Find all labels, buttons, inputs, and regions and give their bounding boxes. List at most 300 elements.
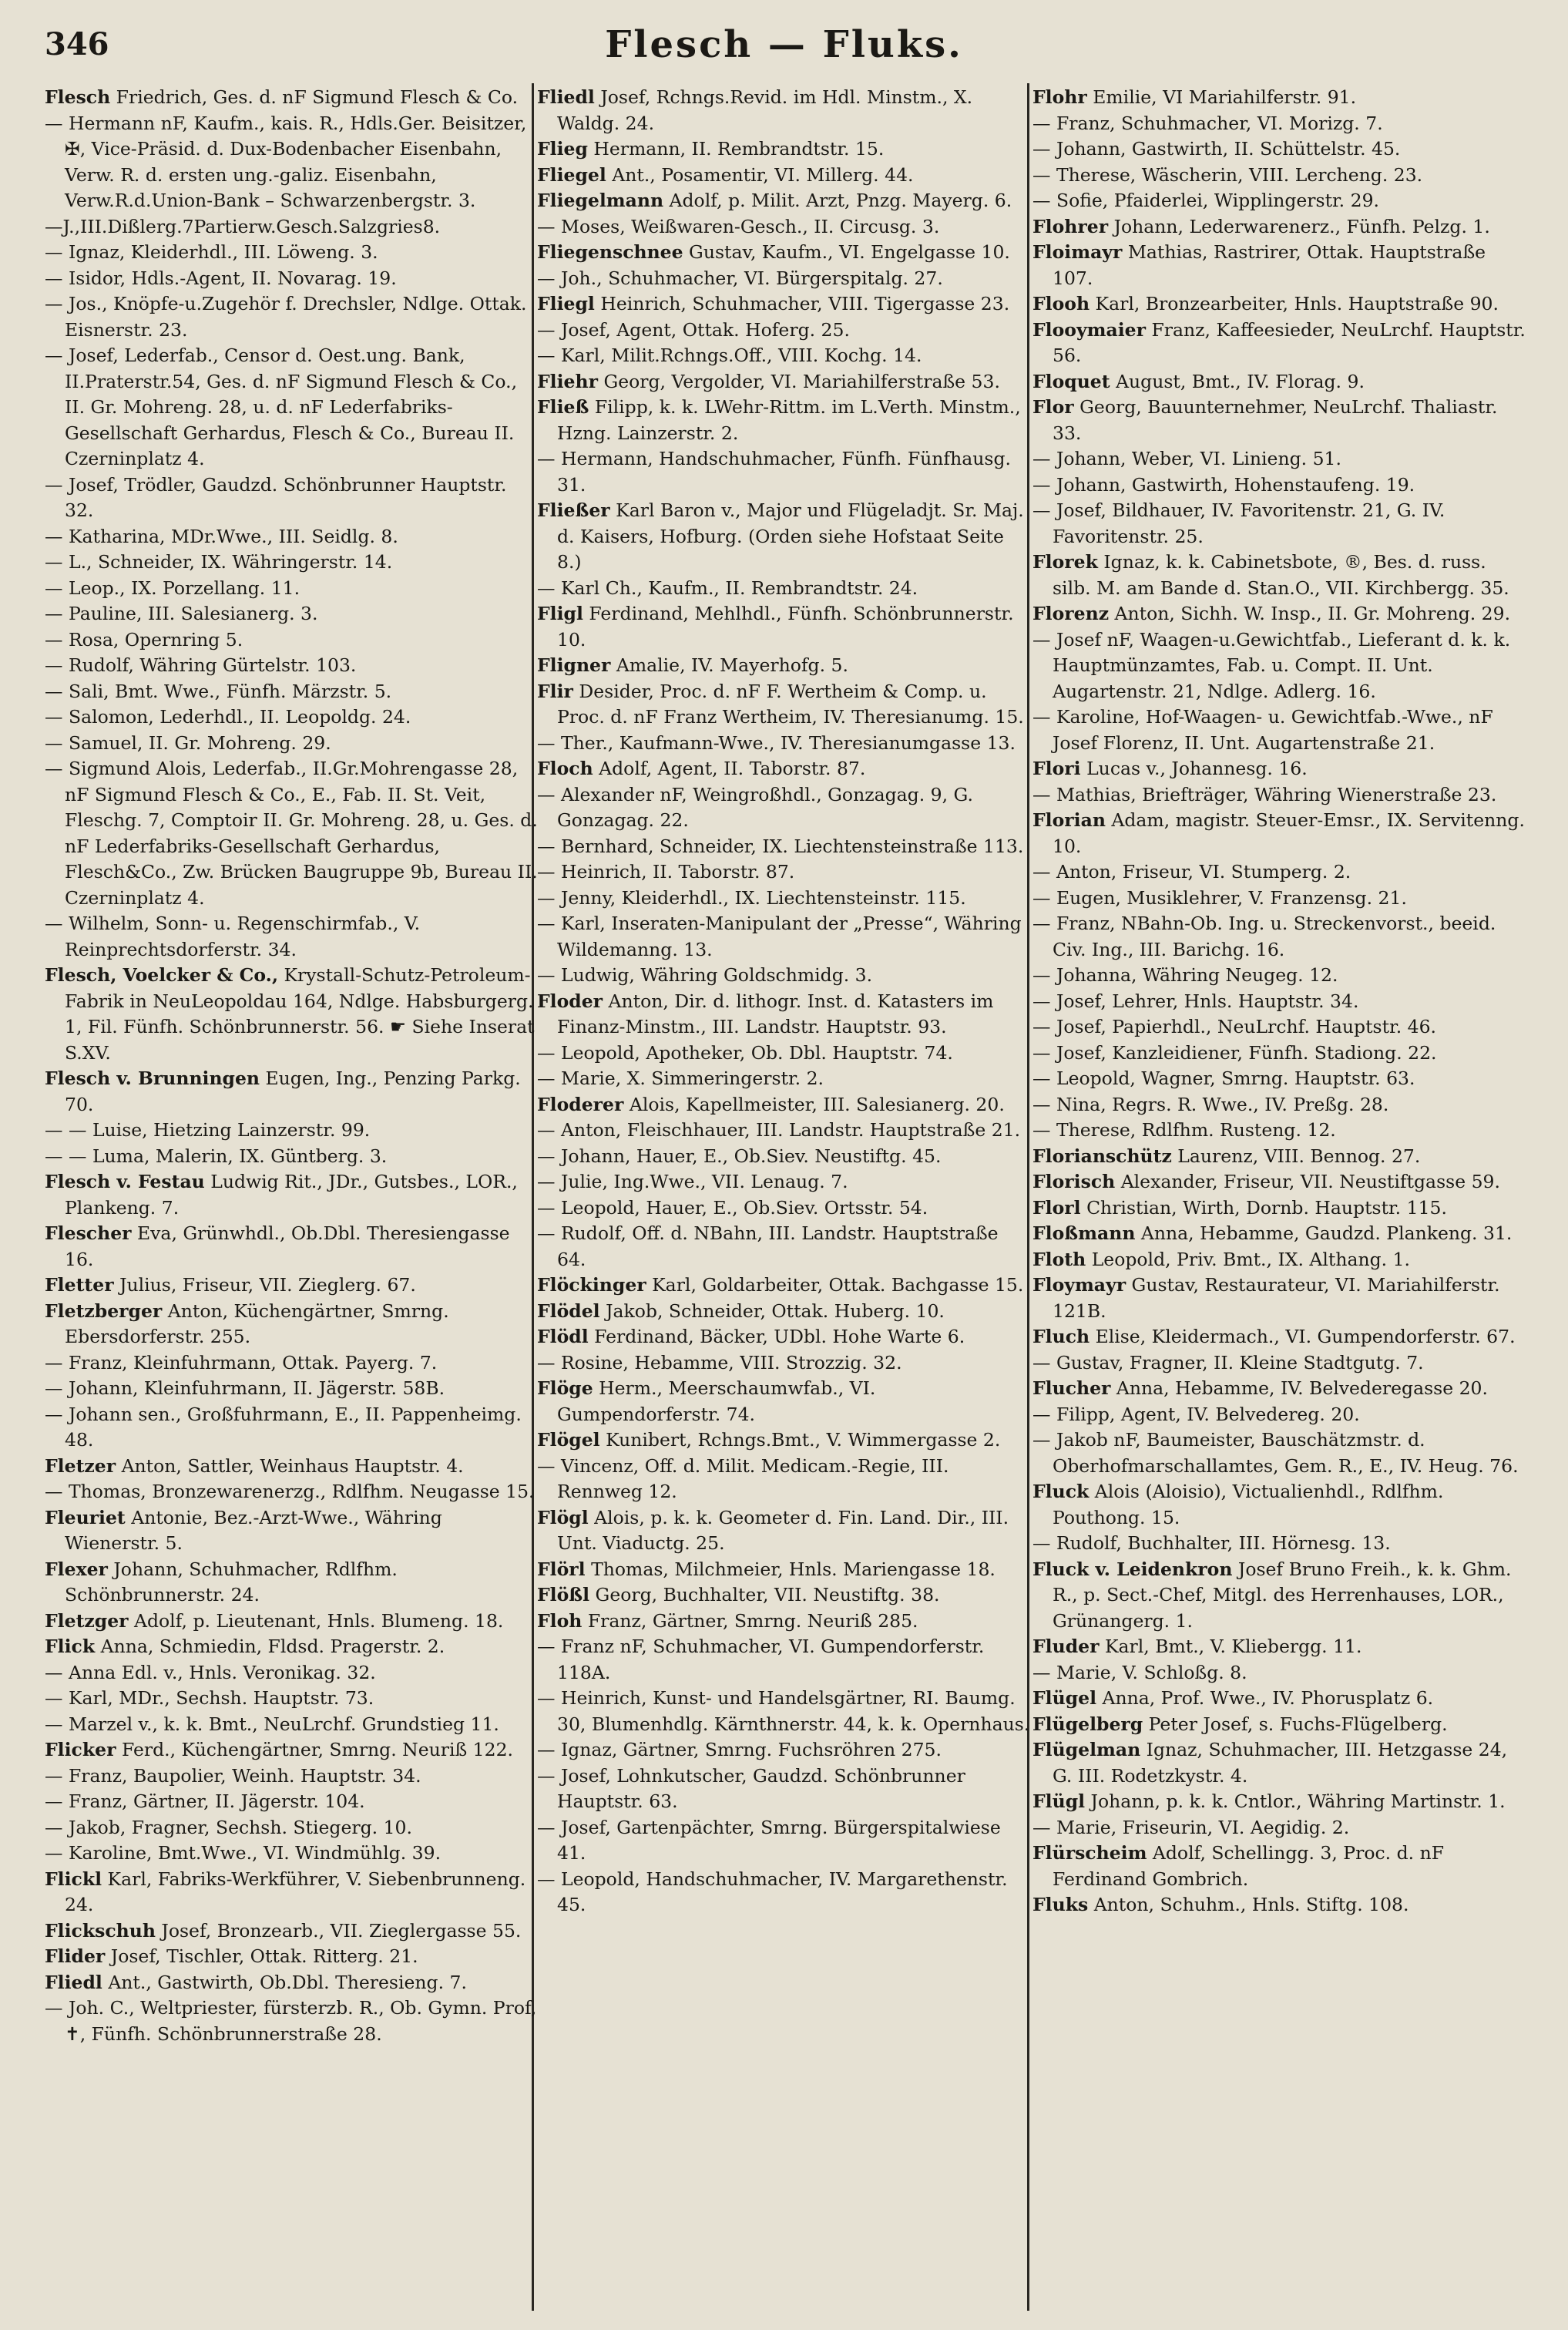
directory-entry bbox=[537, 859, 1030, 886]
entry-text: — Franz, Gärtner, II. Jägerstr. 104. bbox=[45, 1790, 365, 1812]
directory-entry bbox=[537, 1092, 1030, 1118]
directory-entry bbox=[45, 1402, 538, 1454]
directory-entry bbox=[1032, 911, 1526, 963]
entry-headword: Florisch bbox=[1032, 1171, 1116, 1192]
entry-headword: Fliehr bbox=[537, 370, 598, 392]
entry-headword: Fließ bbox=[537, 396, 589, 418]
entry-headword: Flickschuh bbox=[45, 1919, 156, 1942]
directory-entry bbox=[537, 163, 1030, 189]
entry-text: Jakob, Schneider, Ottak. Huberg. 10. bbox=[599, 1299, 945, 1322]
directory-entry bbox=[537, 188, 1030, 214]
entry-headword: Flögl bbox=[537, 1506, 589, 1528]
directory-entry bbox=[1032, 601, 1526, 627]
entry-headword: Florianschütz bbox=[1032, 1145, 1172, 1167]
entry-headword: Flöge bbox=[537, 1377, 593, 1399]
entry-text: — Karl Ch., Kaufm., II. Rembrandtstr. 24. bbox=[537, 577, 918, 599]
entry-text: — — Luise, Hietzing Lainzerstr. 99. bbox=[45, 1119, 371, 1141]
entry-text: — Therese, Rdlfhm. Rusteng. 12. bbox=[1032, 1119, 1336, 1141]
directory-entry bbox=[1032, 1144, 1526, 1170]
directory-entry bbox=[537, 1427, 1030, 1454]
directory-entry bbox=[537, 989, 1030, 1041]
directory-entry bbox=[45, 240, 538, 266]
entry-headword: Flexer bbox=[45, 1558, 108, 1580]
entry-text: — Marzel v., k. k. Bmt., NeuLrchf. Grundstieg 11. bbox=[45, 1713, 499, 1735]
entry-text: — Eugen, Musiklehrer, V. Franzensg. 21. bbox=[1032, 886, 1407, 909]
entry-text: Franz, Gärtner, Smrng. Neuriß 285. bbox=[582, 1609, 918, 1632]
directory-entry bbox=[537, 834, 1030, 860]
directory-entry bbox=[45, 85, 538, 111]
directory-entry bbox=[1032, 1427, 1526, 1479]
directory-entry bbox=[537, 1169, 1030, 1195]
directory-entry bbox=[537, 1350, 1030, 1377]
entry-text: Antonie, Bez.-Arzt-Wwe., Währing Wienerstr. 5. bbox=[65, 1506, 442, 1554]
directory-entry bbox=[537, 1066, 1030, 1092]
entry-text: Karl Baron v., Major und Flügeladjt. Sr. Maj. d. Kaisers, Hofburg. (Orden siehe Hofstaat Seite 8.) bbox=[557, 499, 1024, 573]
entry-text: — Josef, Trödler, Gaudzd. Schönbrunner Hauptstr. 32. bbox=[45, 473, 507, 521]
directory-entry bbox=[45, 1867, 538, 1918]
entry-text: Friedrich, Ges. d. nF Sigmund Flesch & Co. bbox=[110, 86, 519, 108]
entry-text: Ferd., Küchengärtner, Smrng. Neuriß 122. bbox=[116, 1739, 514, 1760]
directory-entry bbox=[1032, 1195, 1526, 1222]
entry-text: Alois (Aloisio), Victualienhdl., Rdlfhm. Pouthong. 15. bbox=[1053, 1481, 1444, 1528]
entry-headword: Flügel bbox=[1032, 1687, 1097, 1709]
entry-headword: Florl bbox=[1032, 1196, 1081, 1219]
directory-entry bbox=[45, 1995, 538, 2047]
directory-entry bbox=[1032, 1376, 1526, 1402]
directory-entry bbox=[45, 679, 538, 705]
entry-text: — Karl, Inseraten-Manipulant der „Presse“, Währing Wildemanng. 13. bbox=[537, 913, 1022, 960]
entry-text: Karl, Bmt., V. Kliebergg. 11. bbox=[1099, 1636, 1362, 1657]
entry-headword: Flößl bbox=[537, 1584, 590, 1605]
directory-entry bbox=[45, 601, 538, 627]
column-3 bbox=[1032, 85, 1526, 1918]
directory-entry bbox=[45, 1454, 538, 1480]
directory-entry bbox=[1032, 1660, 1526, 1686]
entry-text: Karl, Bronzearbeiter, Hnls. Hauptstraße 90. bbox=[1090, 293, 1499, 314]
entry-text: — Jenny, Kleiderhdl., IX. Liechtensteinstr. 115. bbox=[537, 886, 966, 909]
entry-headword: Floymayr bbox=[1032, 1274, 1126, 1296]
entry-text: Emilie, VI Mariahilferstr. 91. bbox=[1086, 86, 1357, 108]
directory-entry bbox=[45, 1815, 538, 1841]
entry-text: — Karoline, Bmt.Wwe., VI. Windmühlg. 39. bbox=[45, 1842, 442, 1864]
entry-text: — Pauline, III. Salesianerg. 3. bbox=[45, 603, 318, 624]
entry-text: — Anton, Friseur, VI. Stumperg. 2. bbox=[1032, 861, 1351, 883]
directory-entry bbox=[45, 1712, 538, 1738]
entry-text: Johann, p. k. k. Cntlor., Währing Martinstr. 1. bbox=[1085, 1790, 1506, 1812]
directory-entry bbox=[537, 1609, 1030, 1635]
directory-entry bbox=[45, 1505, 538, 1557]
entry-text: Herm., Meerschaumwfab., VI. Gumpendorferstr. 74. bbox=[557, 1377, 876, 1425]
entry-text: — Josef, Kanzleidiener, Fünfh. Stadiong. 22. bbox=[1032, 1041, 1437, 1064]
entry-text: — Sali, Bmt. Wwe., Fünfh. Märzstr. 5. bbox=[45, 680, 392, 702]
entry-text: — Franz nF, Schuhmacher, VI. Gumpendorferstr. 118A. bbox=[537, 1636, 985, 1683]
entry-headword: Fletzger bbox=[45, 1609, 129, 1632]
directory-entry bbox=[1032, 782, 1526, 809]
entry-text: — Rosa, Opernring 5. bbox=[45, 628, 243, 651]
entry-headword: Flohrer bbox=[1032, 215, 1109, 237]
entry-text: Anton, Küchengärtner, Smrng. Ebersdorferstr. 255. bbox=[65, 1299, 449, 1347]
directory-entry bbox=[537, 886, 1030, 912]
entry-text: — Gustav, Fragner, II. Kleine Stadtgutg. 7. bbox=[1032, 1351, 1424, 1373]
entry-text: — Rudolf, Off. d. NBahn, III. Landstr. Hauptstraße 64. bbox=[537, 1222, 999, 1270]
entry-headword: Flügl bbox=[1032, 1790, 1086, 1812]
entry-text: Anton, Dir. d. lithogr. Inst. d. Katasters im Finanz-Minstm., III. Landstr. Hauptstr. 93. bbox=[557, 990, 994, 1037]
directory-entry bbox=[537, 240, 1030, 266]
directory-entry bbox=[537, 731, 1030, 757]
entry-text: — Johanna, Währing Neugeg. 12. bbox=[1032, 964, 1338, 986]
entry-text: — Ignaz, Kleiderhdl., III. Löweng. 3. bbox=[45, 241, 378, 263]
entry-text: Ludwig Rit., JDr., Gutsbes., LOR., Plankeng. 7. bbox=[65, 1171, 518, 1219]
entry-headword: Floderer bbox=[537, 1093, 624, 1115]
entry-headword: Flödel bbox=[537, 1299, 600, 1322]
directory-entry bbox=[1032, 1479, 1526, 1531]
entry-text: Anna, Schmiedin, Fldsd. Pragerstr. 2. bbox=[95, 1636, 445, 1657]
directory-entry bbox=[1032, 1350, 1526, 1377]
entry-text: Gustav, Kaufm., VI. Engelgasse 10. bbox=[683, 241, 1010, 263]
entry-text: Anton, Sichh. W. Insp., II. Gr. Mohreng. 29. bbox=[1109, 603, 1511, 624]
entry-headword: Florek bbox=[1032, 551, 1098, 573]
directory-entry bbox=[537, 601, 1030, 653]
directory-entry bbox=[45, 1169, 538, 1221]
entry-text: — Thomas, Bronzewarenerzg., Rdlfhm. Neugasse 15. bbox=[45, 1481, 535, 1502]
entry-text: — Moses, Weißwaren-Gesch., II. Circusg. 3. bbox=[537, 215, 940, 237]
entry-text: Anton, Sattler, Weinhaus Hauptstr. 4. bbox=[116, 1454, 464, 1477]
entry-headword: Flooh bbox=[1032, 293, 1090, 314]
directory-entry bbox=[1032, 1841, 1526, 1892]
entry-text: August, Bmt., IV. Florag. 9. bbox=[1110, 370, 1365, 392]
directory-entry bbox=[537, 1737, 1030, 1763]
entry-text: — Josef, Lohnkutscher, Gaudzd. Schönbrunner Hauptstr. 63. bbox=[537, 1764, 965, 1812]
entry-headword: Flesch bbox=[45, 86, 111, 108]
entry-text: — Rudolf, Währing Gürtelstr. 103. bbox=[45, 654, 357, 676]
entry-headword: Fligner bbox=[537, 654, 611, 676]
entry-headword: Floh bbox=[537, 1609, 583, 1632]
directory-entry bbox=[537, 1557, 1030, 1583]
directory-entry bbox=[537, 911, 1030, 963]
entry-text: — Josef, Bildhauer, IV. Favoritenstr. 21, G. IV. Favoritenstr. 25. bbox=[1032, 499, 1445, 547]
entry-text: Ignaz, Schuhmacher, III. Hetzgasse 24, G. III. Rodetzkystr. 4. bbox=[1053, 1739, 1508, 1787]
entry-text: — Karl, Milit.Rchngs.Off., VIII. Kochg. 14. bbox=[537, 345, 922, 366]
entry-headword: Fletzberger bbox=[45, 1299, 163, 1322]
entry-text: — Heinrich, Kunst- und Handelsgärtner, RI. Baumg. 30, Blumenhdlg. Kärnthnerstr. 44, k. k. Opernhaus. bbox=[537, 1687, 1030, 1735]
directory-entry bbox=[1032, 291, 1526, 318]
directory-entry bbox=[45, 1789, 538, 1815]
entry-headword: Flori bbox=[1032, 758, 1081, 779]
entry-headword: Floimayr bbox=[1032, 241, 1123, 263]
entry-headword: Fleuriet bbox=[45, 1506, 126, 1528]
directory-entry bbox=[1032, 1324, 1526, 1350]
directory-entry bbox=[45, 1221, 538, 1273]
directory-entry bbox=[45, 1350, 538, 1377]
entry-text: — Josef, Papierhdl., NeuLrchf. Hauptstr. 46. bbox=[1032, 1016, 1437, 1037]
entry-headword: Fliegelmann bbox=[537, 190, 664, 211]
entry-headword: Fliegel bbox=[537, 163, 606, 186]
entry-text: — Jakob nF, Baumeister, Bauschätzmstr. d. Oberhofmarschallamtes, Gem. R., E., IV. Heug. 76. bbox=[1032, 1429, 1519, 1477]
entry-headword: Floßmann bbox=[1032, 1222, 1136, 1244]
directory-entry bbox=[537, 1324, 1030, 1350]
directory-entry bbox=[45, 1737, 538, 1763]
directory-entry bbox=[1032, 1712, 1526, 1738]
directory-entry bbox=[45, 1118, 538, 1144]
entry-text: Anton, Schuhm., Hnls. Stiftg. 108. bbox=[1088, 1894, 1409, 1915]
entry-text: — Anna Edl. v., Hnls. Veronikag. 32. bbox=[45, 1661, 376, 1683]
entry-text: — Sofie, Pfaiderlei, Wipplingerstr. 29. bbox=[1032, 190, 1379, 211]
entry-headword: Fliegenschnee bbox=[537, 241, 683, 263]
entry-text: Thomas, Milchmeier, Hnls. Mariengasse 18. bbox=[585, 1558, 996, 1580]
entry-text: — Therese, Wäscherin, VIII. Lercheng. 23. bbox=[1032, 163, 1423, 186]
entry-text: — Ludwig, Währing Goldschmidg. 3. bbox=[537, 964, 873, 986]
directory-entry bbox=[1032, 1118, 1526, 1144]
directory-entry bbox=[45, 627, 538, 654]
directory-entry bbox=[45, 550, 538, 576]
entry-headword: Flescher bbox=[45, 1222, 132, 1244]
entry-text: Georg, Buchhalter, VII. Neustiftg. 38. bbox=[589, 1584, 940, 1605]
directory-entry bbox=[1032, 1092, 1526, 1118]
entry-text: Kunibert, Rchngs.Bmt., V. Wimmergasse 2. bbox=[599, 1429, 1001, 1451]
directory-entry bbox=[1032, 627, 1526, 705]
directory-entry bbox=[1032, 136, 1526, 163]
entry-text: — Ignaz, Gärtner, Smrng. Fuchsröhren 275. bbox=[537, 1739, 942, 1760]
entry-text: — Josef nF, Waagen-u.Gewichtfab., Lieferant d. k. k. Hauptmünzamtes, Fab. u. Compt. II. Unt. Augartenstr. 21, Ndlge. Adlerg. 16. bbox=[1032, 628, 1511, 702]
directory-entry bbox=[1032, 318, 1526, 369]
entry-headword: Flögel bbox=[537, 1429, 600, 1451]
entry-text: Ignaz, k. k. Cabinetsbote, ®, Bes. d. russ. silb. M. am Bande d. Stan.O., VII. Kirchbergg. 35. bbox=[1053, 551, 1509, 599]
entry-headword: Flick bbox=[45, 1636, 96, 1657]
directory-entry bbox=[1032, 1531, 1526, 1557]
entry-headword: Flügelman bbox=[1032, 1739, 1141, 1760]
entry-headword: Floder bbox=[537, 990, 603, 1012]
entry-text: Anna, Prof. Wwe., IV. Phorusplatz 6. bbox=[1096, 1687, 1434, 1709]
entry-text: Desider, Proc. d. nF F. Wertheim & Comp. u. Proc. d. nF Franz Wertheim, IV. Theresianumg. 15. bbox=[557, 680, 1024, 728]
directory-entry bbox=[1032, 1221, 1526, 1247]
directory-entry bbox=[537, 1634, 1030, 1686]
entry-text: Elise, Kleidermach., VI. Gumpendorferstr. 67. bbox=[1090, 1326, 1516, 1347]
directory-entry bbox=[537, 343, 1030, 369]
entry-text: Adolf, p. Lieutenant, Hnls. Blumeng. 18. bbox=[128, 1609, 504, 1632]
entry-headword: Flesch v. Brunningen bbox=[45, 1067, 260, 1089]
directory-entry bbox=[1032, 1557, 1526, 1635]
directory-entry bbox=[45, 266, 538, 292]
entry-headword: Floquet bbox=[1032, 370, 1110, 392]
entry-text: — Isidor, Hdls.-Agent, II. Novarag. 19. bbox=[45, 267, 397, 289]
entry-text: Ant., Gastwirth, Ob.Dbl. Theresieng. 7. bbox=[102, 1971, 467, 1993]
entry-text: — Katharina, MDr.Wwe., III. Seidlg. 8. bbox=[45, 525, 398, 547]
directory-entry bbox=[1032, 111, 1526, 137]
entry-text: — Wilhelm, Sonn- u. Regenschirmfab., V. Reinprechtsdorferstr. 34. bbox=[45, 913, 421, 960]
entry-text: — Salomon, Lederhdl., II. Leopoldg. 24. bbox=[45, 706, 411, 728]
directory-entry bbox=[45, 1066, 538, 1118]
entry-text: Alois, Kapellmeister, III. Salesianerg. 20. bbox=[623, 1093, 1005, 1115]
directory-entry bbox=[537, 1686, 1030, 1737]
directory-entry bbox=[1032, 704, 1526, 756]
directory-entry bbox=[45, 214, 538, 240]
directory-entry bbox=[537, 266, 1030, 292]
directory-entry bbox=[45, 1944, 538, 1970]
entry-headword: Fluck v. Leidenkron bbox=[1032, 1558, 1233, 1580]
directory-entry bbox=[1032, 1066, 1526, 1092]
entry-text: Filipp, k. k. LWehr-Rittm. im L.Verth. Minstm., Hzng. Lainzerstr. 2. bbox=[557, 396, 1021, 444]
entry-text: — Rudolf, Buchhalter, III. Hörnesg. 13. bbox=[1032, 1532, 1391, 1554]
directory-entry bbox=[1032, 859, 1526, 886]
directory-entry bbox=[1032, 808, 1526, 859]
entry-text: — Karl, MDr., Sechsh. Hauptstr. 73. bbox=[45, 1687, 374, 1709]
entry-text: Josef Bruno Freih., k. k. Ghm. R., p. Sect.-Chef, Mitgl. des Herrenhauses, LOR., Grünangerg. 1. bbox=[1053, 1558, 1512, 1632]
directory-entry bbox=[537, 291, 1030, 318]
directory-entry bbox=[1032, 989, 1526, 1015]
entry-headword: Fluder bbox=[1032, 1636, 1100, 1657]
directory-entry bbox=[1032, 1273, 1526, 1324]
entry-headword: Fluck bbox=[1032, 1481, 1090, 1502]
entry-text: — Alexander nF, Weingroßhdl., Gonzagag. 9, G. Gonzagag. 22. bbox=[537, 783, 973, 831]
entry-headword: Flor bbox=[1032, 396, 1074, 418]
directory-entry bbox=[537, 576, 1030, 602]
entry-text: Josef, Tischler, Ottak. Ritterg. 21. bbox=[105, 1945, 418, 1967]
directory-entry bbox=[45, 291, 538, 343]
directory-entry bbox=[537, 1195, 1030, 1222]
entry-text: — Sigmund Alois, Lederfab., II.Gr.Mohrengasse 28, nF Sigmund Flesch & Co., E., Fab. II. St. Veit, Fleschg. 7, Comptoir II. Gr. Mohreng. 28, u. Ges. d. nF Lederfabriks-Gesellschaft Gerhardus, Flesch&Co., Zw. Brücken Baugruppe 9b, Bureau II. Czerninplatz 4. bbox=[45, 758, 538, 909]
entry-text: Adam, magistr. Steuer-Emsr., IX. Servitenng. 10. bbox=[1053, 809, 1525, 857]
directory-entry bbox=[1032, 472, 1526, 499]
directory-entry bbox=[45, 1970, 538, 1996]
directory-entry bbox=[1032, 240, 1526, 291]
entry-text: — Franz, NBahn-Ob. Ing. u. Streckenvorst., beeid. Civ. Ing., III. Barichg. 16. bbox=[1032, 913, 1496, 960]
directory-entry bbox=[537, 1763, 1030, 1815]
entry-headword: Fluch bbox=[1032, 1326, 1090, 1347]
entry-text: Heinrich, Schuhmacher, VIII. Tigergasse 23. bbox=[594, 293, 1010, 314]
directory-entry bbox=[1032, 369, 1526, 395]
directory-entry bbox=[45, 343, 538, 472]
entry-text: — Josef, Gartenpächter, Smrng. Bürgerspitalwiese 41. bbox=[537, 1816, 1001, 1864]
entry-headword: Flickl bbox=[45, 1868, 102, 1890]
directory-entry bbox=[537, 782, 1030, 834]
directory-entry bbox=[1032, 1634, 1526, 1660]
directory-entry bbox=[45, 472, 538, 524]
directory-entry bbox=[537, 1118, 1030, 1144]
entry-text: — Joh. C., Weltpriester, fürsterzb. R., Ob. Gymn. Prof, ✝, Fünfh. Schönbrunnerstraße 28. bbox=[45, 1997, 537, 2045]
directory-entry bbox=[45, 576, 538, 602]
directory-entry bbox=[537, 369, 1030, 395]
entry-text: Peter Josef, s. Fuchs-Flügelberg. bbox=[1143, 1713, 1448, 1735]
entry-headword: Flürscheim bbox=[1032, 1842, 1147, 1864]
entry-text: — Hermann, Handschuhmacher, Fünfh. Fünfhausg. 31. bbox=[537, 448, 1011, 496]
entry-text: Georg, Vergolder, VI. Mariahilferstraße 53. bbox=[597, 370, 1000, 392]
entry-text: Julius, Friseur, VII. Zieglerg. 67. bbox=[113, 1274, 416, 1296]
entry-text: — Josef, Lederfab., Censor d. Oest.ung. Bank, II.Praterstr.54, Ges. d. nF Sigmund Flesch & Co., II. Gr. Mohreng. 28, u. d. nF Lederfabriks-Gesellschaft Gerhardus, Flesch & Co., Bureau II. Czerninplatz 4. bbox=[45, 345, 518, 469]
directory-entry bbox=[45, 1634, 538, 1660]
entry-text: — — Luma, Malerin, IX. Güntberg. 3. bbox=[45, 1145, 388, 1167]
entry-headword: Floth bbox=[1032, 1248, 1086, 1270]
entry-headword: Fliedl bbox=[537, 86, 595, 108]
entry-text: — Johann, Gastwirth, II. Schüttelstr. 45. bbox=[1032, 138, 1401, 160]
entry-text: Josef, Bronzearb., VII. Zieglergasse 55. bbox=[155, 1919, 522, 1942]
entry-text: — L., Schneider, IX. Währingerstr. 14. bbox=[45, 551, 393, 573]
entry-text: Laurenz, VIII. Bennog. 27. bbox=[1171, 1145, 1421, 1167]
entry-text: Alexander, Friseur, VII. Neustiftgasse 59. bbox=[1115, 1171, 1500, 1192]
entry-text: — Leopold, Apotheker, Ob. Dbl. Hauptstr. 74. bbox=[537, 1041, 953, 1064]
directory-entry bbox=[537, 85, 1030, 136]
column-1 bbox=[45, 85, 538, 2047]
column-2 bbox=[537, 85, 1030, 1918]
entry-text: — Ther., Kaufmann-Wwe., IV. Theresianumgasse 13. bbox=[537, 731, 1016, 754]
directory-entry bbox=[1032, 1041, 1526, 1067]
entry-headword: Florian bbox=[1032, 809, 1106, 831]
entry-text: Johann, Schuhmacher, Rdlfhm. Schönbrunnerstr. 24. bbox=[65, 1558, 398, 1605]
entry-text: — Julie, Ing.Wwe., VII. Lenaug. 7. bbox=[537, 1171, 848, 1192]
directory-entry bbox=[45, 704, 538, 731]
entry-headword: Flir bbox=[537, 680, 573, 702]
directory-entry bbox=[45, 756, 538, 911]
directory-entry bbox=[45, 1660, 538, 1686]
directory-entry bbox=[1032, 395, 1526, 446]
directory-entry bbox=[1032, 1686, 1526, 1712]
entry-text: Adolf, p. Milit. Arzt, Pnzg. Mayerg. 6. bbox=[663, 190, 1012, 211]
entry-headword: Fluks bbox=[1032, 1894, 1089, 1915]
entry-text: — Marie, Friseurin, VI. Aegidig. 2. bbox=[1032, 1816, 1350, 1838]
entry-text: Amalie, IV. Mayerhofg. 5. bbox=[610, 654, 848, 676]
directory-entry bbox=[45, 1479, 538, 1505]
entry-headword: Flügelberg bbox=[1032, 1713, 1143, 1735]
entry-text: — Anton, Fleischhauer, III. Landstr. Hauptstraße 21. bbox=[537, 1119, 1021, 1141]
entry-headword: Fließer bbox=[537, 499, 610, 521]
directory-entry bbox=[537, 1376, 1030, 1427]
entry-text: — Vincenz, Off. d. Milit. Medicam.-Regie, III. Rennweg 12. bbox=[537, 1454, 949, 1502]
directory-entry bbox=[1032, 550, 1526, 601]
entry-text: — Joh., Schuhmacher, VI. Bürgerspitalg. 27. bbox=[537, 267, 943, 289]
entry-text: — Johann, Kleinfuhrmann, II. Jägerstr. 58B. bbox=[45, 1377, 445, 1399]
entry-headword: Florenz bbox=[1032, 603, 1110, 624]
entry-headword: Flödl bbox=[537, 1326, 589, 1347]
directory-entry bbox=[537, 136, 1030, 163]
directory-entry bbox=[537, 1221, 1030, 1273]
entry-headword: Flooymaier bbox=[1032, 318, 1146, 341]
entry-headword: Flöckinger bbox=[537, 1274, 646, 1296]
directory-entry bbox=[45, 1376, 538, 1402]
directory-entry bbox=[537, 498, 1030, 576]
entry-text: Leopold, Priv. Bmt., IX. Althang. 1. bbox=[1086, 1248, 1411, 1270]
directory-entry bbox=[537, 1273, 1030, 1299]
directory-entry bbox=[1032, 214, 1526, 240]
entry-text: — Johann, Gastwirth, Hohenstaufeng. 19. bbox=[1032, 473, 1415, 496]
entry-headword: Floch bbox=[537, 758, 593, 779]
entry-text: — Samuel, II. Gr. Mohreng. 29. bbox=[45, 731, 331, 754]
directory-entry bbox=[45, 1686, 538, 1712]
entry-text: Gustav, Restaurateur, VI. Mariahilferstr. 121B. bbox=[1053, 1274, 1500, 1322]
directory-entry bbox=[1032, 85, 1526, 111]
directory-entry bbox=[537, 214, 1030, 240]
directory-entry bbox=[537, 318, 1030, 344]
entry-text: — Leopold, Wagner, Smrng. Hauptstr. 63. bbox=[1032, 1067, 1415, 1089]
entry-text: — Bernhard, Schneider, IX. Liechtensteinstraße 113. bbox=[537, 835, 1024, 857]
directory-entry bbox=[537, 1815, 1030, 1867]
entry-text: — Jos., Knöpfe-u.Zugehör f. Drechsler, Ndlge. Ottak. Eisnerstr. 23. bbox=[45, 293, 527, 341]
entry-headword: Fligl bbox=[537, 603, 583, 624]
directory-entry bbox=[45, 963, 538, 1066]
directory-entry bbox=[45, 524, 538, 550]
directory-entry bbox=[1032, 1247, 1526, 1273]
entry-text: — Rosine, Hebamme, VIII. Strozzig. 32. bbox=[537, 1351, 902, 1373]
entry-text: — Nina, Regrs. R. Wwe., IV. Preßg. 28. bbox=[1032, 1093, 1389, 1115]
entry-text: — Franz, Kleinfuhrmann, Ottak. Payerg. 7. bbox=[45, 1351, 438, 1373]
entry-text: Adolf, Schellingg. 3, Proc. d. nF Ferdinand Gombrich. bbox=[1053, 1842, 1445, 1890]
entry-text: — Jakob, Fragner, Sechsh. Stiegerg. 10. bbox=[45, 1816, 412, 1838]
entry-headword: Flohr bbox=[1032, 86, 1087, 108]
directory-entry bbox=[45, 1763, 538, 1790]
directory-entry bbox=[45, 1609, 538, 1635]
directory-entry bbox=[537, 653, 1030, 679]
entry-text: — Filipp, Agent, IV. Belvedereg. 20. bbox=[1032, 1403, 1360, 1425]
directory-entry bbox=[45, 1841, 538, 1867]
entry-text: Anna, Hebamme, IV. Belvederegasse 20. bbox=[1110, 1377, 1488, 1399]
